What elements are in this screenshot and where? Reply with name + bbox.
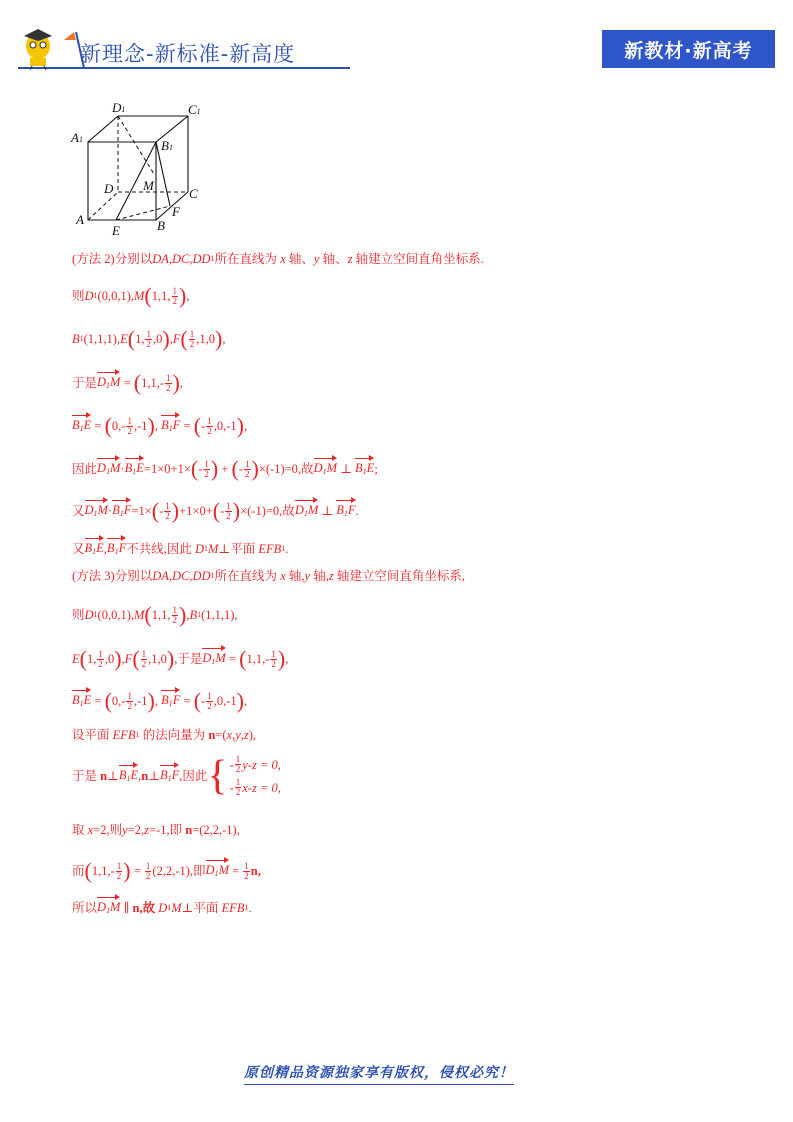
- coords-b1-e-f: B 1 (1,1,1), E ( 1, 1 2 ,0 ) , F ( 1 2 ,1,0 ) ,: [72, 326, 226, 351]
- label-f: F: [172, 204, 180, 219]
- method2-intro: (方法 2)分别以 DA,DC,DD 1 所在直线为 x 轴、 y 轴、 z 轴建立空间直角坐标系.: [72, 252, 484, 266]
- normal-vector-def: 设平面 EFB 1 的法向量为 n =( x , y , z ),: [72, 728, 257, 742]
- copyright-footer: 原创精品资源独家享有版权，侵权必究！: [244, 1062, 514, 1085]
- header-left-title: 新理念-新标准-新高度: [80, 42, 296, 66]
- label-c1: C: [188, 102, 197, 117]
- label-c: C: [189, 186, 198, 201]
- label-a1: A: [71, 130, 79, 145]
- label-b1: B: [161, 138, 169, 153]
- choose-x: 取 x =2,则 y =2, z =-1,即 n =(2,2,-1),: [72, 823, 240, 837]
- coords-method3-b: E ( 1, 1 2 ,0 ) , F ( 1 2 ,1,0 ) , 于是 $D_1M$ = ( 1,1,- 1 2 ) ,: [72, 646, 289, 671]
- dot-product-1: 因此 $D_1M$ · $B_1E$ =1×0+1× ( - 1 2 ) + ( - 1 2 ) ×(-1)=0,故 $D_1M$ ⊥ $B_1E$ ;: [72, 456, 378, 481]
- dot-product-2: 又 $D_1M$ · $B_1F$ =1× ( - 1 2 ) +1×0+ ( - 1 2 ) ×(-1)=0,故 $D_1M$ ⊥ $B_1F$ .: [72, 498, 359, 523]
- label-m: M: [143, 178, 154, 193]
- svg-text:A1: A1: [71, 130, 83, 145]
- relation-d1m-n: 而 ( 1,1,- 1 2 ) = $\frac{1}{2}$ (2,2,-1),即 $D_1M$ = $\frac{1}{2}$ n,: [72, 858, 261, 883]
- conclusion-method3: 所以 $D_1M$ ∥ n,故 D 1 M ⊥ 平面 EFB 1 .: [72, 896, 252, 920]
- method3-intro: (方法 3)分别以 DA,DC,DD 1 所在直线为 x 轴, y 轴, z 轴建立空间直角坐标系,: [72, 569, 465, 583]
- svg-text:C1: C1: [188, 102, 201, 117]
- conclusion-method2: 又 $B_1E$ , $B_1F$ 不共线,因此 D 1 M ⊥ 平面 EFB 1 .: [72, 537, 288, 561]
- header-right-badge: 新教材·新高考: [602, 30, 775, 68]
- label-d1: D: [112, 100, 122, 115]
- svg-text:D1: D1: [112, 100, 126, 115]
- vectors-method3: $B_1E$ = ( 0,- 1 2 ,-1 ) , $B_1F$ = ( - 1 2 ,0,-1 ) ,: [72, 688, 248, 713]
- label-a: A: [76, 212, 84, 227]
- svg-text:B1: B1: [161, 138, 173, 153]
- cube-figure: [68, 96, 208, 238]
- vectors-b1e-b1f: $B_1E$ = ( 0,- 1 2 ,-1 ) , $B_1F$ = ( - 1 2 ,0,-1 ) ,: [72, 413, 248, 438]
- coords-method3-a: 则 D 1 (0,0,1), M ( 1,1, 1 2 ) , B 1 (1,1,1),: [72, 602, 238, 627]
- vector-d1m: 于是 $D_1M$ = ( 1,1,- 1 2 ) ,: [72, 370, 183, 395]
- label-e: E: [112, 223, 120, 238]
- label-d: D: [104, 181, 114, 196]
- equation-system: 于是 n ⊥ $B_1E$ , n ⊥ $B_1F$ , 因此 { - 1 2 y-z = 0, - 1 2 x-z = 0,: [72, 753, 281, 799]
- label-b: B: [157, 218, 165, 233]
- coords-d1-m: 则 D 1 (0,0,1), M ( 1,1, 1 2 ) ,: [72, 283, 190, 308]
